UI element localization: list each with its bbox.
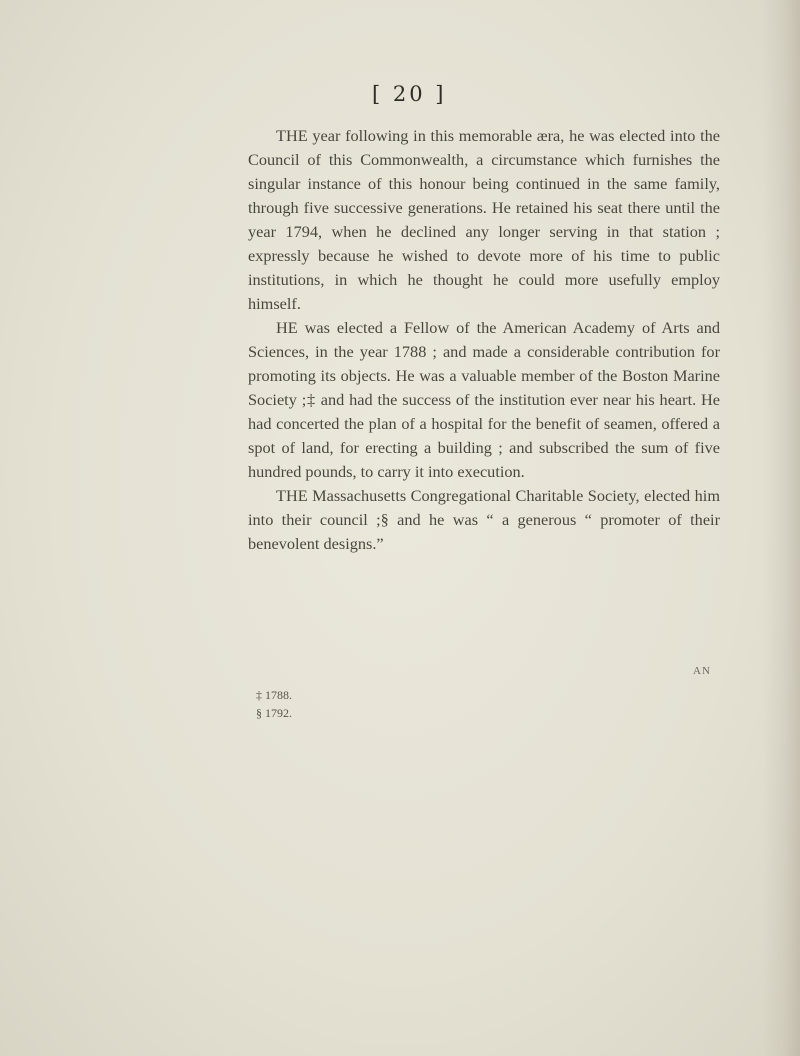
- page-number: [ 20 ]: [372, 82, 447, 106]
- body-text: [248, 124, 720, 556]
- footnotes: [256, 686, 292, 722]
- page-edge-shadow: [762, 0, 800, 1056]
- footnote-section: § 1792.: [256, 706, 292, 720]
- paragraph-academy: HE was elected a Fellow of the American Academy of Arts and Sciences, in the year 1788 ; and made a considerable contribution for promoting its objects. He was a valuable member of the Boston Marine Society ;‡ and had the success of the institution ever near his heart. He had concerted the plan of a hospital for the benefit of seamen, offered a spot of land, for erecting a building ; and subscribed the sum of five hundred pounds, to carry it into execution.: [248, 318, 720, 481]
- catchword: AN: [693, 665, 711, 677]
- paragraph-charitable-society: THE Massachusetts Congregational Charitable Society, elected him into their council ;§ and he was “ a generous “ promoter of their benevolent designs.”: [248, 486, 720, 553]
- footnote-double-dagger: ‡ 1788.: [256, 688, 292, 702]
- paragraph-council: THE year following in this memorable æra, he was elected into the Council of this Commonwealth, a circumstance which furnishes the singular instance of this honour being continued in the same family, through five successive generations. He retained his seat there until the year 1794, when he declined any longer serving in that station ; expressly because he wished to devote more of his time to public institutions, in which he thought he could more usefully employ himself.: [248, 126, 720, 313]
